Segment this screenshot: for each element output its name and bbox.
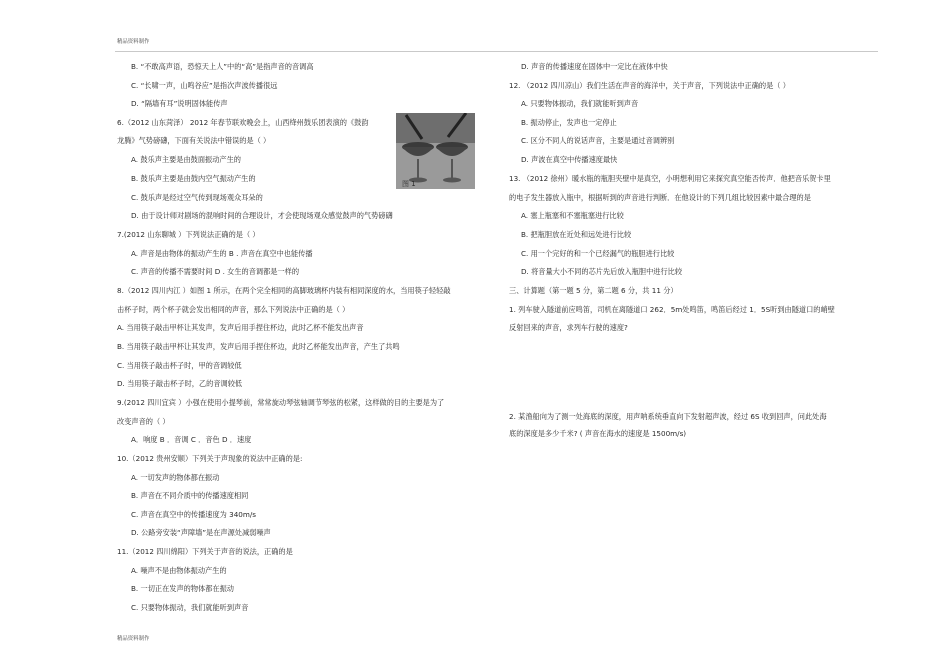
left-line-9: D. 由于设计师对剧场的混响时间的合理设计，才会使现场观众感觉鼓声的气势磅礴 [131,211,393,220]
left-line-3: D. “隔墙有耳”说明固体能传声 [131,99,228,108]
left-line-7: B. 鼓乐声主要是由鼓内空气振动产生的 [131,174,256,183]
right-line-14: 1. 列车驶入隧道前应鸣笛，司机在离隧道口 262．5m处鸣笛，鸣笛后经过 1．5S听到由隧道口的峭壁 [509,305,835,314]
left-line-26: D. 公路旁安装“声障墙”是在声源处减弱噪声 [131,528,271,537]
left-line-11: A. 声音是由物体的振动产生的 B . 声音在真空中也能传播 [131,249,313,258]
right-line-13: 三、计算题（第一题 5 分，第二题 6 分，共 11 分） [509,286,678,295]
left-line-16: B. 当用筷子敲击甲杯让其发声，发声后用手捏住杯边，此时乙杯能发出声音，产生了共鸣 [117,342,400,351]
left-line-21: A．响度 B ．音调 C ．音色 D ．速度 [131,435,252,444]
left-line-23: A. 一切发声的物体都在振动 [131,473,220,482]
left-line-30: C. 只要物体振动，我们就能听到声音 [131,603,249,612]
left-line-10: 7.(2012 山东聊城 ）下列说法正确的是（ ） [117,230,260,239]
left-line-6: A. 鼓乐声主要是由鼓面振动产生的 [131,155,241,164]
left-line-19: 9.(2012 四川宜宾 ）小强在使用小提琴前，常常旋动琴弦轴调节琴弦的松紧，这样做的目的主要是为了 [117,398,445,407]
left-line-28: A. 噪声不是由物体振动产生的 [131,566,227,575]
left-line-2: C. “长啸一声，山鸣谷应”是指次声波传播很远 [131,81,278,90]
left-line-4: 6.（2012 山东菏泽） 2012 年春节联欢晚会上，山西绛州鼓乐团表演的《鼓韵 [117,118,369,127]
left-line-5: 龙腾》气势磅礴，下面有关说法中错误的是（ ） [117,136,271,145]
left-line-27: 11.（2012 四川绵阳）下列关于声音的说法，正确的是 [117,547,293,556]
left-line-1: B. “不敢高声语，恐惊天上人”中的“高”是指声音的音调高 [131,62,314,71]
right-line-16: 2. 某渔船向为了测一处海底的深度，用声呐系统垂直向下发射超声波，经过 6S 收到回声，问此处海 [509,412,827,421]
header-rule [115,51,878,52]
right-line-12: D. 将音量大小不同的芯片先后放入瓶胆中进行比较 [521,267,683,276]
header-watermark: 精品资料制作 [117,39,150,45]
figure-glasses-photo [396,113,475,189]
right-line-3: A. 只要物体振动，我们就能听到声音 [521,99,639,108]
left-line-13: 8.（2012 四川内江 ）如图 1 所示，在两个完全相同的高脚玻璃杯内装有相同深度的水，当用筷子轻轻敲 [117,286,451,295]
left-line-17: C. 当用筷子敲击杯子时，甲的音调较低 [117,361,242,370]
left-line-12: C. 声音的传播不需要时间 D . 女生的音调都是一样的 [131,267,300,276]
left-line-18: D. 当用筷子敲击杯子时，乙的音调较低 [117,379,243,388]
left-line-29: B. 一切正在发声的物体都在振动 [131,584,234,593]
right-line-17: 底的深度是多少千米? ( 声音在海水的速度是 1500m/s) [509,429,687,438]
right-line-5: C. 区分不同人的说话声音，主要是通过音调辨别 [521,136,675,145]
figure-caption: 图 1 [402,180,416,188]
right-line-2: 12. （2012 四川凉山）我们生活在声音的海洋中，关于声音，下列说法中正确的是（ ） [509,81,790,90]
right-line-15: 反射回来的声音，求列车行驶的速度? [509,323,628,332]
left-line-20: 改变声音的（ ） [117,417,170,426]
right-line-1: D. 声音的传播速度在固体中一定比在液体中快 [521,62,668,71]
left-line-22: 10.（2012 贵州安顺）下列关于声现象的说法中正确的是: [117,454,303,463]
right-line-6: D. 声波在真空中传播速度最快 [521,155,618,164]
right-line-7: 13. （2012 徐州）暖水瓶的瓶胆夹壁中是真空，小明想利用它来探究真空能否传声．他把音乐贺卡里 [509,174,831,183]
left-line-14: 击杯子时，两个杯子就会发出相同的声音，那么下列说法中正确的是（ ） [117,305,350,314]
right-line-10: B. 把瓶胆放在近处和远处进行比较 [521,230,632,239]
left-line-24: B. 声音在不同介质中的传播速度相同 [131,491,249,500]
right-line-9: A. 塞上瓶塞和不塞瓶塞进行比较 [521,211,624,220]
left-line-15: A. 当用筷子敲击甲杯让其发声，发声后用手捏住杯边，此时乙杯不能发出声音 [117,323,364,332]
right-line-4: B. 振动停止，发声也一定停止 [521,118,617,127]
left-line-8: C. 鼓乐声是经过空气传到现场观众耳朵的 [131,193,263,202]
footer-watermark: 精品资料制作 [117,636,150,642]
right-line-8: 的电子发生器放入瓶中，根据听到的声音进行判断．在他设计的下列几组比较因素中最合理的是 [509,193,811,202]
right-line-11: C. 用一个完好的和一个已经漏气的瓶胆进行比较 [521,249,675,258]
left-line-25: C. 声音在真空中的传播速度为 340m/s [131,510,257,519]
